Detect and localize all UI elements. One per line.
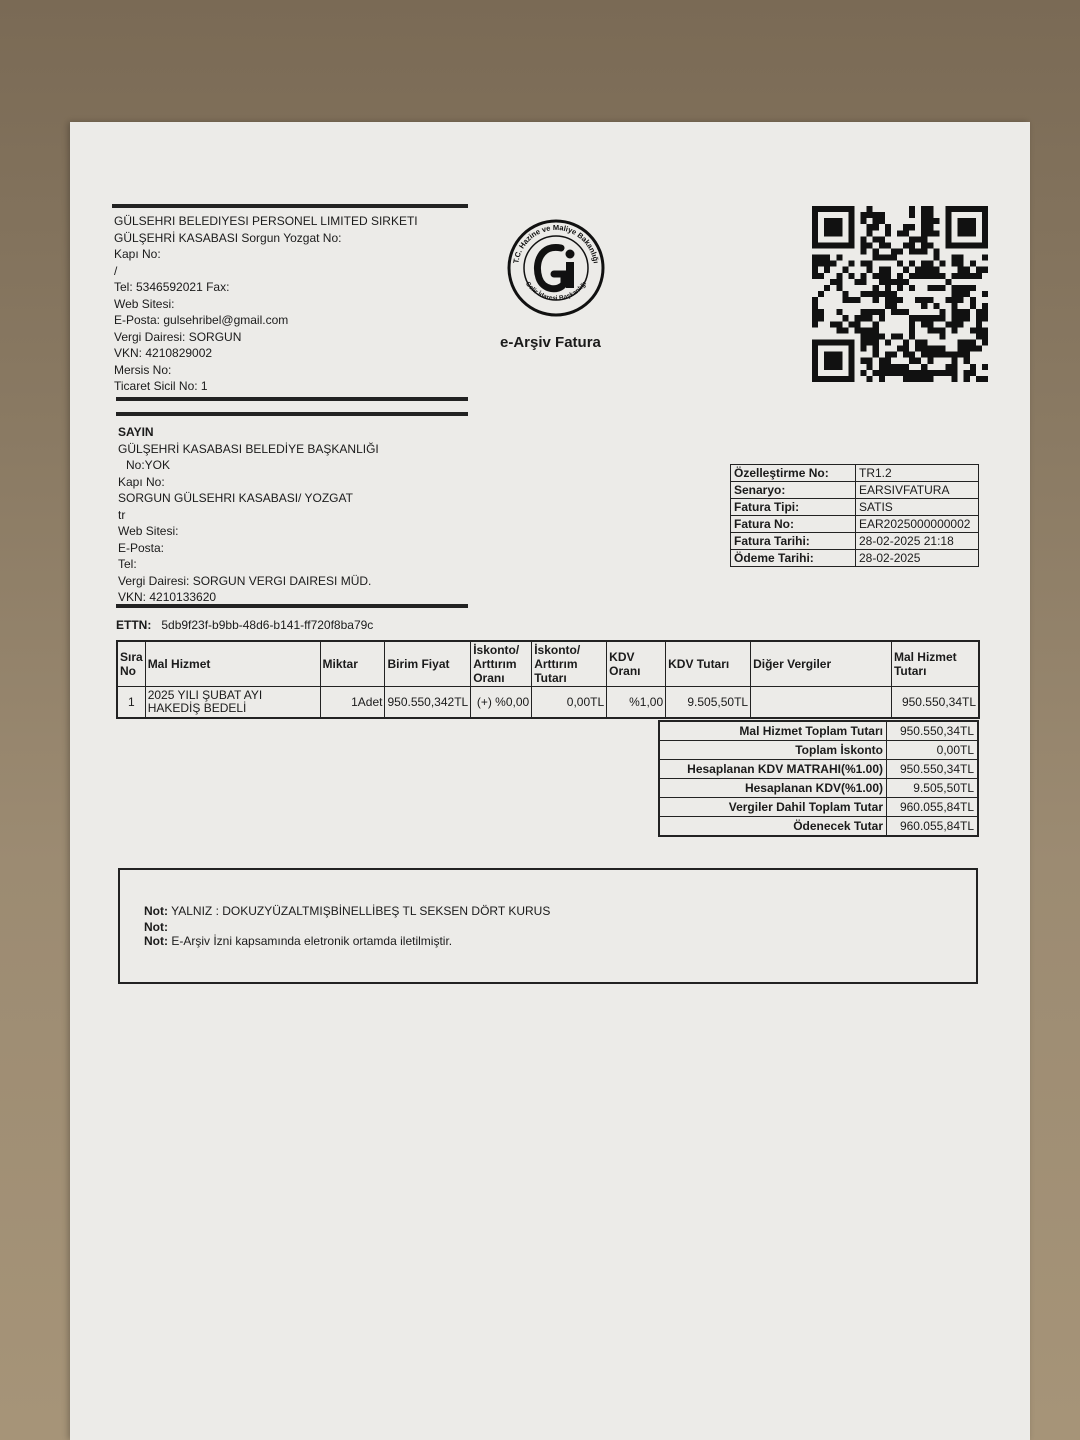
buyer-vkn: VKN: 4210133620 (118, 590, 217, 604)
seller-name: GÜLSEHRI BELEDIYESI PERSONEL LIMITED SIRKETI (114, 214, 418, 228)
invoice-info-table (730, 464, 979, 567)
seller-tax-office: Vergi Dairesi: SORGUN (114, 329, 242, 344)
buyer-door: Kapı No: (118, 474, 165, 489)
totals-row (659, 798, 978, 817)
info-row (731, 516, 979, 533)
buyer-tel: Tel: (118, 557, 137, 571)
svg-text:T.C. Hazine ve Maliye Bakanlığ (511, 223, 600, 264)
buyer-country: tr (118, 507, 126, 522)
totals-value: 960.055,84TL (887, 798, 979, 817)
info-value: 28-02-2025 21:18 (856, 533, 979, 550)
buyer-tax-office: Vergi Dairesi: SORGUN VERGI DAIRESI MÜD. (118, 573, 372, 588)
totals-value: 9.505,50TL (887, 779, 979, 798)
col-header: Mal Hizmet Tutarı (891, 641, 979, 687)
note-text: E-Arşiv İzni kapsamında eletronik ortamda iletilmiştir. (171, 934, 453, 948)
logo-ring-top: T.C. Hazine ve Maliye Bakanlığı (511, 222, 601, 265)
qr-code (812, 206, 988, 382)
buyer-heading: SAYIN (118, 425, 154, 439)
note-text: YALNIZ : DOKUZYÜZALTMIŞBİNELLİBEŞ TL SEKSEN DÖRT KURUS (171, 904, 551, 918)
cell-vat-amount: 9.505,50TL (666, 687, 751, 719)
info-row (731, 482, 979, 499)
info-value: EAR2025000000002 (856, 516, 979, 533)
cell-qty: 1Adet (320, 687, 385, 719)
totals-label: Hesaplanan KDV(%1.00) (659, 779, 887, 798)
ettn-line (116, 618, 373, 632)
totals-row (659, 817, 978, 837)
info-label: Fatura Tipi: (731, 499, 856, 516)
totals-label: Vergiler Dahil Toplam Tutar (659, 798, 887, 817)
totals-row (659, 721, 978, 741)
buyer-block (118, 424, 379, 606)
ettn-value: 5db9f23f-b9bb-48d6-b141-ff720f8ba79c (161, 618, 374, 632)
note-line (144, 934, 452, 948)
buyer-name: GÜLŞEHRİ KASABASI BELEDİYE BAŞKANLIĞI (118, 441, 379, 456)
notes-box (118, 868, 978, 984)
table-row (117, 687, 979, 719)
items-header-row (117, 641, 979, 687)
gib-logo (506, 218, 606, 318)
note-label: Not: (144, 904, 168, 918)
info-label: Fatura Tarihi: (731, 533, 856, 550)
info-row (731, 550, 979, 567)
col-header: KDV Oranı (607, 641, 666, 687)
cell-disc-rate: (+) %0,00 (471, 687, 532, 719)
note-line (144, 920, 168, 934)
note-line (144, 904, 550, 918)
info-label: Senaryo: (731, 482, 856, 499)
info-label: Özelleştirme No: (731, 465, 856, 482)
col-header: Birim Fiyat (385, 641, 471, 687)
col-header: KDV Tutarı (666, 641, 751, 687)
cell-no: 1 (117, 687, 145, 719)
seller-email: E-Posta: gulsehribel@gmail.com (114, 313, 289, 327)
totals-row (659, 760, 978, 779)
totals-label: Ödenecek Tutar (659, 817, 887, 837)
seller-top-rule (112, 204, 468, 208)
seller-block (114, 213, 418, 395)
buyer-top-rule (116, 412, 468, 416)
items-table (116, 640, 980, 719)
totals-label: Toplam İskonto (659, 741, 887, 760)
info-row (731, 499, 979, 516)
seller-tel: Tel: 5346592021 Fax: (114, 280, 230, 294)
ettn-label: ETTN: (116, 618, 152, 632)
info-row (731, 465, 979, 482)
info-label: Ödeme Tarihi: (731, 550, 856, 567)
cell-unit-price: 950.550,342TL (385, 687, 471, 719)
totals-row (659, 741, 978, 760)
totals-value: 950.550,34TL (887, 721, 979, 741)
totals-value: 0,00TL (887, 741, 979, 760)
seller-web: Web Sitesi: (114, 296, 175, 311)
totals-value: 950.550,34TL (887, 760, 979, 779)
buyer-web: Web Sitesi: (118, 524, 179, 538)
col-header: Diğer Vergiler (751, 641, 892, 687)
note-label: Not: (144, 920, 168, 934)
info-label: Fatura No: (731, 516, 856, 533)
cell-disc-amount: 0,00TL (532, 687, 607, 719)
col-header: Mal Hizmet (145, 641, 320, 687)
buyer-address: SORGUN GÜLSEHRI KASABASI/ YOZGAT (118, 491, 353, 505)
info-row (731, 533, 979, 550)
seller-vkn: VKN: 4210829002 (114, 346, 213, 360)
cell-vat-rate: %1,00 (607, 687, 666, 719)
seller-address: GÜLŞEHRİ KASABASI Sorgun Yozgat No: (114, 230, 342, 245)
cell-other-taxes (751, 687, 892, 719)
info-value: 28-02-2025 (856, 550, 979, 567)
buyer-bottom-rule (116, 604, 468, 608)
note-label: Not: (144, 934, 168, 948)
totals-label: Mal Hizmet Toplam Tutarı (659, 721, 887, 741)
totals-table (658, 720, 979, 837)
seller-trade-reg: Ticaret Sicil No: 1 (114, 379, 208, 393)
col-header: İskonto/ Arttırım Tutarı (532, 641, 607, 687)
col-header: Sıra No (117, 641, 145, 687)
totals-label: Hesaplanan KDV MATRAHI(%1.00) (659, 760, 887, 779)
col-header: İskonto/ Arttırım Oranı (471, 641, 532, 687)
invoice-paper (70, 122, 1030, 1440)
seller-door: Kapı No: (114, 247, 161, 261)
totals-value: 960.055,84TL (887, 817, 979, 837)
seller-bottom-rule (116, 397, 468, 401)
seller-slash: / (114, 263, 118, 278)
logo-ring-bottom: Gelir İdaresi Başkanlığı (523, 280, 589, 303)
col-header: Miktar (320, 641, 385, 687)
seller-mersis: Mersis No: (114, 362, 172, 377)
cell-desc: 2025 YILI ŞUBAT AYI HAKEDİŞ BEDELİ (145, 687, 320, 719)
info-value: EARSIVFATURA (856, 482, 979, 499)
info-value: SATIS (856, 499, 979, 516)
totals-row (659, 779, 978, 798)
cell-total: 950.550,34TL (891, 687, 979, 719)
document-title: e-Arşiv Fatura (500, 334, 601, 351)
info-value: TR1.2 (856, 465, 979, 482)
buyer-email: E-Posta: (118, 540, 165, 555)
buyer-no: No:YOK (126, 458, 171, 472)
